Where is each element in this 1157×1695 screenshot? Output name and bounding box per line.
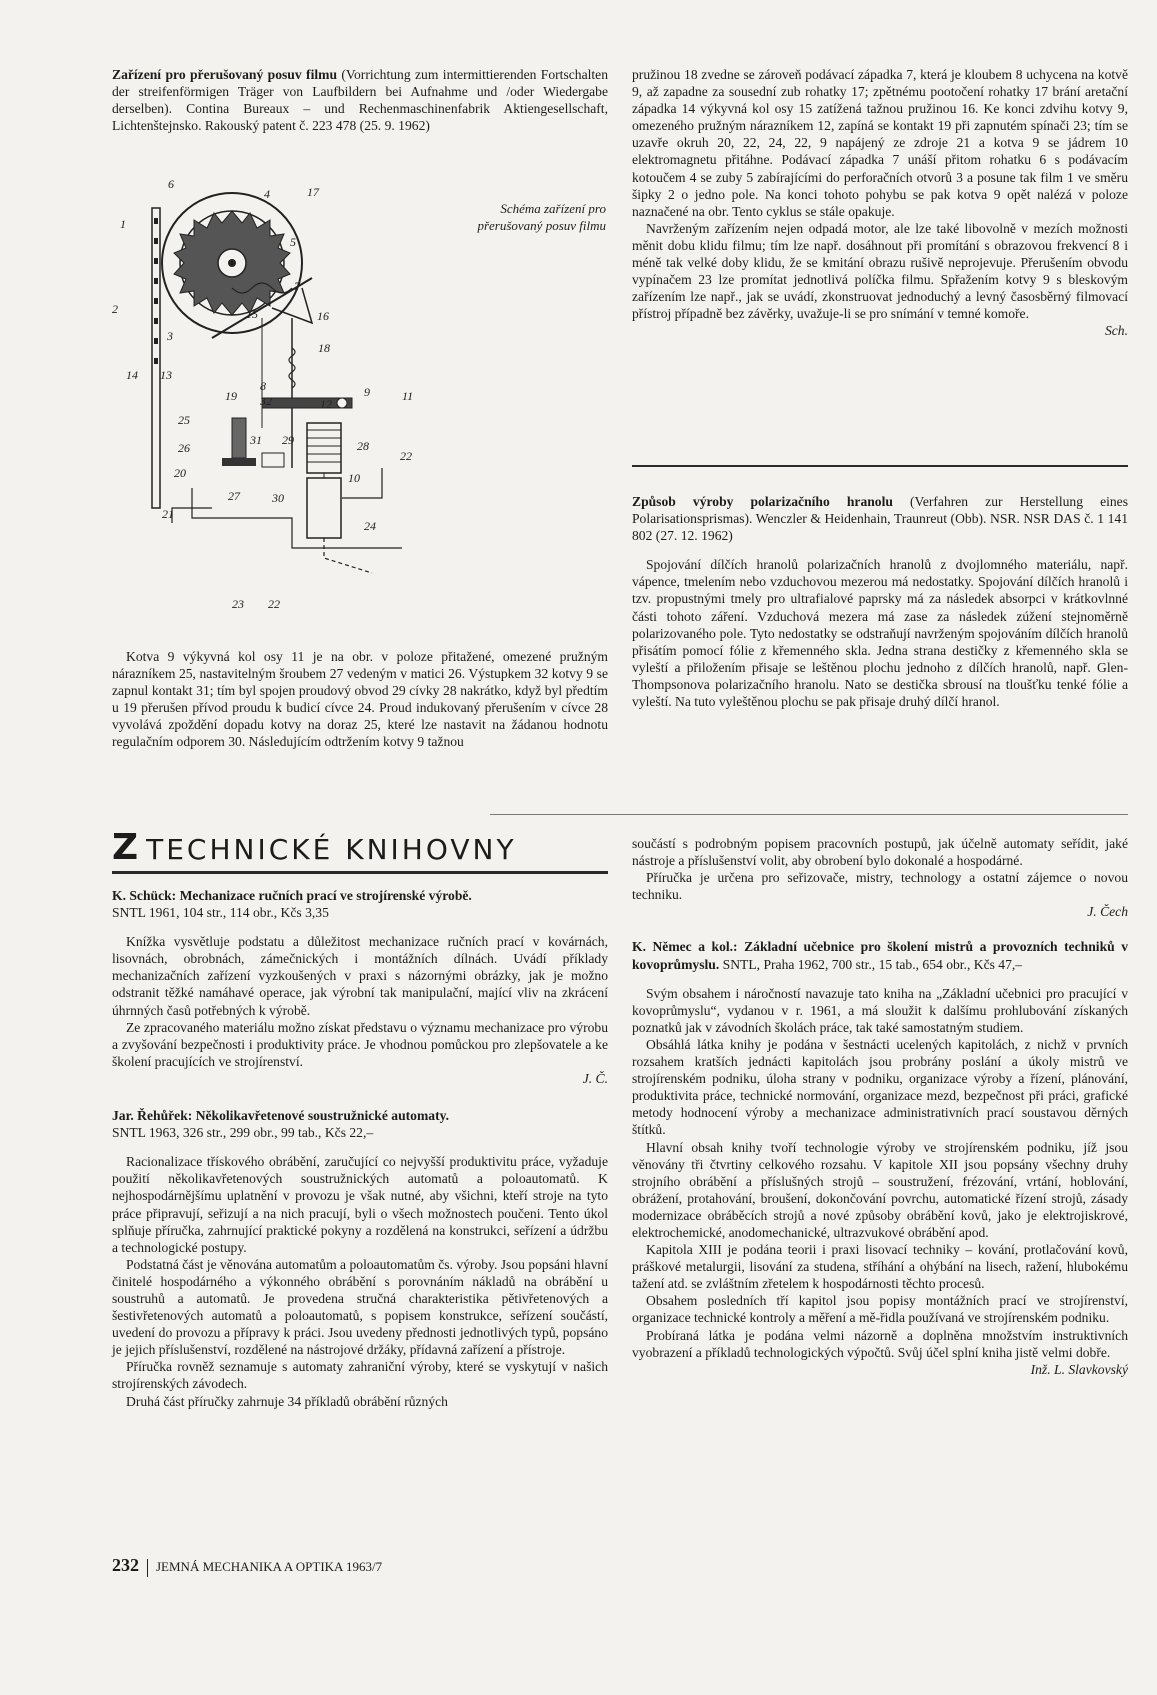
review1-title: K. Schück: Mechanizace ručních prací ve strojírenské výrobě. [112,888,472,903]
label-18: 18 [318,341,330,355]
label-24: 24 [364,519,376,533]
review2-paragraph-4: Druhá část příručky zahrnuje 34 příkladů obrábění různých [126,1393,448,1409]
label-12: 12 [320,397,332,411]
review2-title: Jar. Řehůřek: Několikavřetenové soustružnické automaty. [112,1108,450,1124]
label-29: 29 [282,433,294,447]
review3-title: K. Němec a kol.: Základní učebnice pro školení mistrů a provozních techniků v kovoprůmyslu. [632,939,1128,972]
section-title [112,827,517,868]
label-30: 30 [272,491,284,505]
label-17: 17 [307,185,319,199]
label-1: 1 [120,217,126,231]
review2-paragraph-1: Racionalizace třískového obrábění, zaručující co nejvyšší produktivitu práce, vyžaduje použití několikavřetenových soustružnických automatů a poloautomatů. K nejhospodárnějšímu uplatnění v provozu je však nutné, aby všichni, kteří stroje na tyto práce připravují, seřizují a na nich pracují, byli o všech možnostech poučeni. Tento úkol splňuje příručka, zahrnující praktické pokyny a rozdělená na konstrukci, seřízení a údržbu a technologické postupy. [112,1154,608,1255]
reviews-left-column [112,887,608,1410]
label-13: 13 [160,368,172,382]
review3-citation: SNTL, Praha 1962, 700 str., 15 tab., 654 obr., Kčs 47,– [719,956,1023,972]
figure-caption: Schéma zařízení pro přerušovaný posuv filmu [477,201,606,233]
review3-paragraph-1: Svým obsahem i náročností navazuje tato kniha na „Základní učebnici pro pracující v kovoprůmyslu“, vydanou v r. 1961, a má sloužit k dalšímu prohlubování získaných poznatků jak v závodních školách práce, tak také samostatným studiem. [632,985,1128,1035]
label-8: 8 [260,379,266,393]
section-title-initial: Z [112,827,139,868]
review2-paragraph-3: Příručka rovněž seznamuje s automaty zahraniční výroby, které se vyskytují v našich strojírenských závodech. [112,1359,608,1392]
label-32: 32 [260,394,272,408]
reviews-right-column [632,835,1128,1378]
review1-paragraph-1: Knížka vysvětluje podstatu a důležitost mechanizace ručních prací v kovárnách, lisovnách, obrobnách, zámečnických i montážních dílnách. Uvádí příklady mechanizačních zařízení vyzkoušených v praxi s názornými obrázky, jak je možno odstranit těžké namáhavé operace, jak výrobní tak manipulační, mající vliv na zkrácení úhrnných časů potřebných k výrobě. [112,934,608,1018]
label-22b: 22 [268,597,280,611]
review1-paragraph-2: Ze zpracovaného materiálu možno získat představu o významu mechanizace pro výrobu a zvyšování bezpečnosti i produktivity práce. Je vhodnou pomůckou pro zlepšovatele a ke školení pracujících ve strojírenství. [112,1019,608,1069]
label-26: 26 [178,441,190,455]
label-28: 28 [357,439,369,453]
label-22: 22 [400,449,412,463]
review2-citation: SNTL 1963, 326 str., 299 obr., 99 tab., Kčs 22,– [112,1125,374,1141]
label-23: 23 [232,597,244,611]
review1-citation: SNTL 1961, 104 str., 114 obr., Kčs 3,35 [112,905,329,921]
label-10: 10 [348,471,360,485]
review1-signature: J. Č. [582,1070,608,1086]
patent2-paragraph: Spojování dílčích hranolů polarizačních hranolů z dvojlomného materiálu, např. vápence, tmelením nebo vzduchovou mezerou má nedostatky. Spojování dílčích hranolů i tzv. propustnými tmely pro ultrafialové paprsky má za následek absorpci v krátkovlnné části tohoto záření. Vzduchová mezera má zase za následek zúžení stejnoměrně polarizovaného pole. Tyto nedostatky se odstraňují navrženým spojováním dílčích hranolů přisátím pomocí fólie z křemenného skla. Jedna strana destičky z křemenného skla se vyleští a přiložením přisaje se leštěnou plochu jednoho z dílčích hranolů, např. Glen-Thompsonova polarizačního hranolu. Nato se destička sbrousí na tloušťku tenké fólie a vyleští. Na tuto vyleštěnou plochu se pak přisaje druhý dílčí hranol. [632,557,1128,710]
label-2: 2 [112,302,118,316]
footer-divider [147,1559,148,1577]
review3-paragraph-6: Probíraná látka je podána velmi názorně a doplněna množstvím instruktivních vyobrazení a příkladů technologických výpočtů. Svůj účel splní kniha jistě velmi dobře. [632,1327,1128,1360]
review2-continuation-2: Příručka je určena pro seřizovače, mistry, technology a ostatní zájemce o novou techniku. [632,870,1128,903]
section-title-text: TECHNICKÉ KNIHOVNY [146,833,517,866]
patent2-title: Způsob výroby polarizačního hranolu [632,494,893,509]
label-25: 25 [178,413,190,427]
review3-paragraph-5: Obsahem posledních tří kapitol jsou popisy montážních prací ve strojírenství, organizace technické kontroly a měření a mě-řidla používaná ve strojírenském podniku. [632,1293,1128,1326]
patent1-text-left [112,648,608,751]
patent2-citation: (Verfahren zur Herstellung eines Polarisationsprismas). Wenczler & Heidenhain, Traunreut (Obb). NSR. NSR DAS č. 1 141 802 (27. 12. 1962) [632,494,1128,544]
patent1-text-right [632,66,1128,340]
label-7: 7 [294,279,300,293]
patent1-paragraph-left: Kotva 9 výkyvná kol osy 11 je na obr. v poloze přitažené, omezené pružným nárazníkem 25, nastavitelným šroubem 27 vedeným v matici 26. Výstupkem 32 kotvy 9 se zapnul kontakt 31; tím byl spojen proudový obvod 29 cívky 28 nakrátko, když byl předtím u 19 přerušen přívod proudu k budicí cívce 24. Proud indukovaný přerušením v cívce 28 vyvolává zpoždění dopadu kotvy na doraz 25, které lze nastavit na žádanou hodnotu regulačním odporem 30. Následujícím odtržením kotvy 9 tažnou [112,649,608,750]
label-9: 9 [364,385,370,399]
review3-paragraph-3: Hlavní obsah knihy tvoří technologie výroby ve strojírenském podniku, jíž jsou věnovány tři čtvrtiny celkového rozsahu. V kapitole XII jsou popsány všechny druhy strojního obrábění a příslušných strojů – soustružení, frézování, vrtání, hoblování, obrážení, protahování, broušení, dokončování povrchu, automatické řízení strojů, zásady modernizace obráběcích strojů a nové způsoby obrábění kovů, jako je elektrojiskrové, elektrochemické, anodomechanické, ultrazvukové obrábění apod. [632,1139,1128,1240]
patent1-heading [112,66,608,134]
label-3: 3 [167,329,173,343]
mechanism-schematic-figure [112,168,492,618]
label-6: 6 [168,177,174,191]
review2-paragraph-2: Podstatná část je věnována automatům a poloautomatům čs. výroby. Jsou popsáni hlavní činitelé hospodárného a výkonného obrábění s porovnáním nákladů na obrábění u soustruhů a automatů. Je provedena stručná charakteristika pětivřetenových a šestivřetenových automatů a poloautomatů, s popisem konstrukce, seřízení součástí, uvedení do provozu a přípravy k práci. Jsou uvedeny přednosti jednotlivých typů, popsáno je jejich příslušenství, rozdělené na nástrojové držáky, přídavná zařízení a přístroje. [112,1256,608,1358]
patent2 [632,493,1128,710]
patent1-title: Zařízení pro přerušovaný posuv filmu [112,67,338,82]
journal-name: JEMNÁ MECHANIKA A OPTIKA 1963/7 [156,1559,383,1574]
patent1-paragraph-right-2: Navrženým zařízením nejen odpadá motor, ale lze také libovolně v mezích možnosti měnit dobu klidu filmu; tím lze např. dosáhnout při promítání s obrazovou frekvencí 8 i méně tak velké doby klidu, že se kmitání obrazu rušivě neprojevuje. Přerušením obvodu vypínačem 23 lze promítat jednotlivá políčka filmu. Spřažením kotvy 9 s bleskovým zařízením lze např., jak se uvádí, zkonstruovat jednoduchý a levný časosběrný filmovací přístroj případně bez závěrky, uvažuje-li se pro snímání v temné komoře. [632,220,1128,322]
section-title-rule [112,871,608,874]
label-4: 4 [264,187,270,201]
divider-right [632,465,1128,467]
label-14: 14 [126,368,138,382]
section-top-rule [490,814,1128,815]
patent1-signature: Sch. [1104,323,1128,339]
review3-paragraph-4: Kapitola XIII je podána teorii i praxi lisovací techniky – kování, protlačování kovů, práškové metalurgii, lisování za studena, stříhání a ohýbání na lisech, ražení, hlubokému tažení atd. se zvláštním zřetelem k hospodárnosti těchto procesů. [632,1242,1128,1292]
label-31: 31 [250,433,262,447]
label-16: 16 [317,309,329,323]
label-11: 11 [402,389,414,403]
review3-paragraph-2: Obsáhlá látka knihy je podána v šestnácti ucelených kapitolách, z nichž v prvních rozsahem kratších jednácti kapitolách jsou probrány poslání a úkoly mistrů ve strojírenském podniku, úloha strany v podniku, organizace výroby a řízení, plánování, produktivita práce, technické normování, organizace mezd, bezpečnost při práci, grafické metody hodnocení výroby a mechanizace administrativních prací soustavou děrných štítků. [632,1036,1128,1138]
label-21: 21 [162,507,174,521]
review3-signature: Inž. L. Slavkovský [1030,1361,1128,1377]
label-19: 19 [225,389,237,403]
label-15: 15 [246,307,258,321]
page-footer [112,1555,382,1577]
label-5: 5 [290,235,296,249]
page-number: 232 [112,1555,139,1575]
review2-signature: J. Čech [1087,904,1128,920]
patent1-paragraph-right-1: pružinou 18 zvedne se zároveň podávací západka 7, která je kloubem 8 uchycena na kotvě 9, až zapadne za sousední zub rohatky 17; zpětnému pootočení rohatky 17 brání aretační západka 14 výkyvná kol osy 15 zatížená tažnou pružinou 16. Ke konci zdvihu kotvy 9, omezeného pružným nárazníkem 12, zapíná se kontakt 19 při zapnutém spínači 23; tím se uzavře okruh 20, 22, 24, 22, 9 napájený ze zdroje 21 a kotva 9 se jádrem 10 elektromagnetu přitáhne. Podávací západka 7 unáší přitom rohatku 6 s podávacím kotoučem 4 se zuby 5 zabírajícími do perforačních otvorů 3 a posune tak film 1 ve směru šipky 2 o jedno pole. Na konci tohoto pohybu se pak kotva 9 opět nalézá v poloze naznačené na obr. Tento cyklus se stále opakuje. [632,67,1128,219]
patent1-citation: (Vorrichtung zum intermittierenden Fortschalten der streifenförmigen Träger von Laufbildern bei Aufnahme und /oder Wiedergabe derselben). Contina Bureaux – und Rechenmaschinenfabrik Aktiengesellschaft, Lichtenštejnsko. Rakouský patent č. 223 478 (25. 9. 1962) [112,67,608,134]
label-20: 20 [174,466,186,480]
review2-continuation-1: součástí s podrobným popisem pracovních postupů, jak účelně automaty seřídit, jaké nástroje a příslušenství volit, aby obrobení bylo dokonalé a hospodárné. [632,836,1128,869]
label-27: 27 [228,489,240,503]
